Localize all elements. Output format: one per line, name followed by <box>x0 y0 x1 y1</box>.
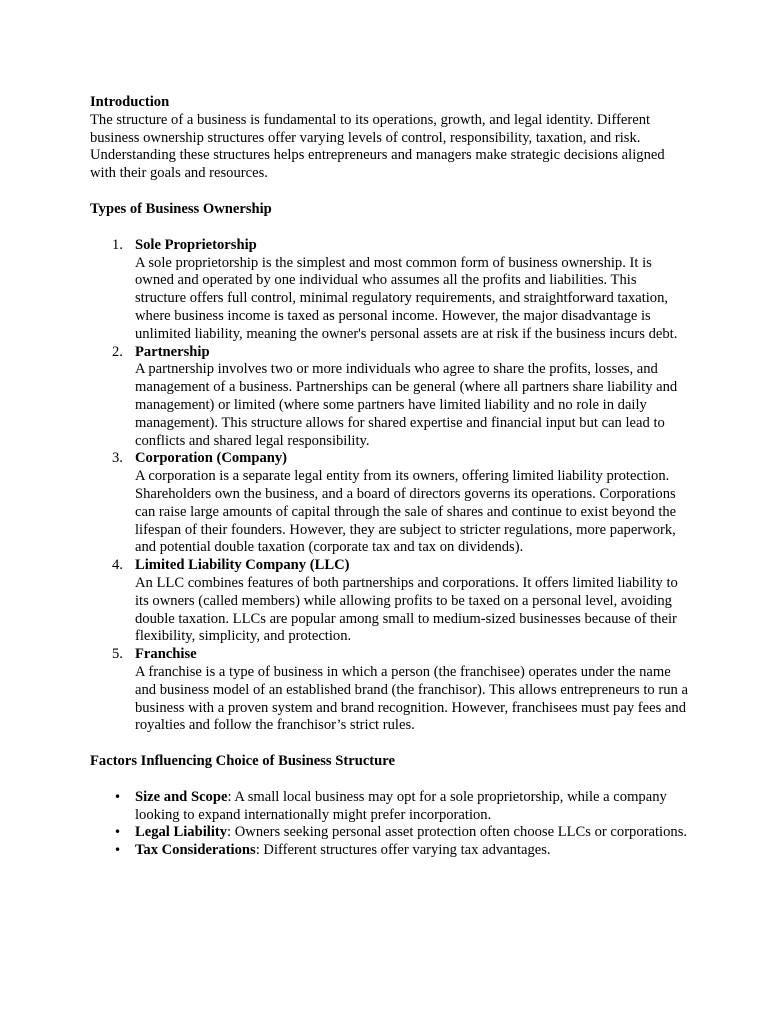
intro-paragraph: The structure of a business is fundamental to its operations, growth, and legal identity. Different business ownership structures offer varying levels of control, responsibility, taxation, and risk. Understanding these structures helps entrepreneurs and managers make strategic decisions aligned with their goals and resources. <box>90 111 665 182</box>
list-item-text: A sole proprietorship is the simplest and most common form of business ownership. It is owned and operated by one individual who assumes all the profits and liabilities. This structure offers full control, minimal regulatory requirements, and straightforward taxation, where business income is taxed as personal income. However, the major disadvantage is unlimited liability, meaning the owner's personal assets are at risk if the business incurs debt. <box>135 254 678 342</box>
bullet-icon: • <box>114 789 122 804</box>
list-item <box>90 557 690 646</box>
bullet-icon: • <box>114 825 122 840</box>
list-number: 4. <box>112 557 123 574</box>
list-item-text: A franchise is a type of business in which a person (the franchisee) operates under the name and business model of an established brand (the franchisor). This allows entrepreneurs to run a business with a proven system and brand recognition. However, franchisees must pay fees and royalties and follow the franchisor’s strict rules. <box>135 663 688 734</box>
list-number: 2. <box>112 343 123 360</box>
section-gap <box>90 219 690 237</box>
factor-term: Tax Considerations <box>135 842 256 859</box>
list-item <box>90 237 690 344</box>
factors-heading: Factors Influencing Choice of Business Structure <box>90 753 395 770</box>
list-item-title: Sole Proprietorship <box>135 236 257 253</box>
list-item <box>90 450 690 557</box>
bullet-icon: • <box>114 843 122 858</box>
types-list <box>90 237 690 735</box>
factor-text: : Owners seeking personal asset protection often choose LLCs or corporations. <box>227 824 688 841</box>
list-item <box>90 646 690 735</box>
factors-list <box>90 789 690 860</box>
factor-term: Legal Liability <box>135 824 228 841</box>
factor-text: : Different structures offer varying tax advantages. <box>255 842 551 859</box>
factor-text: : A small local business may opt for a sole proprietorship, while a company looking to expand internationally might prefer incorporation. <box>135 788 667 823</box>
list-item <box>90 344 690 451</box>
intro-heading: Introduction <box>90 94 170 110</box>
section-gap <box>90 183 690 201</box>
list-item <box>90 789 690 825</box>
list-item <box>90 824 690 842</box>
section-gap <box>90 735 690 753</box>
list-item-text: A corporation is a separate legal entity from its owners, offering limited liability protection. Shareholders own the business, and a board of directors governs its operations. Corporations can raise large amounts of capital through the sale of shares and continue to exist beyond the lifespan of their founders. However, they are subject to stricter regulations, more paperwork, and potential double taxation (corporate tax and tax on dividends). <box>135 468 677 556</box>
list-item-title: Partnership <box>135 343 210 360</box>
list-item-text: An LLC combines features of both partnerships and corporations. It offers limited liability to its owners (called members) while allowing profits to be taxed on a personal level, avoiding double taxation. LLCs are popular among small to medium-sized businesses because of their flexibility, simplicity, and protection. <box>135 574 678 645</box>
section-gap <box>90 771 690 789</box>
list-number: 5. <box>112 646 123 663</box>
list-number: 1. <box>112 236 123 253</box>
list-item-text: A partnership involves two or more individuals who agree to share the profits, losses, and management of a business. Partnerships can be general (where all partners share liability and management) or limited (where some partners have limited liability and no role in daily management). This structure allows for shared expertise and financial input but can lead to conflicts and shared legal responsibility. <box>135 361 678 449</box>
list-item-title: Limited Liability Company (LLC) <box>135 557 350 574</box>
list-number: 3. <box>112 450 123 467</box>
factor-term: Size and Scope <box>135 788 228 805</box>
list-item-title: Corporation (Company) <box>135 450 288 467</box>
types-heading: Types of Business Ownership <box>90 200 272 217</box>
list-item <box>90 842 690 860</box>
list-item-title: Franchise <box>135 646 197 663</box>
document-page <box>90 94 690 860</box>
